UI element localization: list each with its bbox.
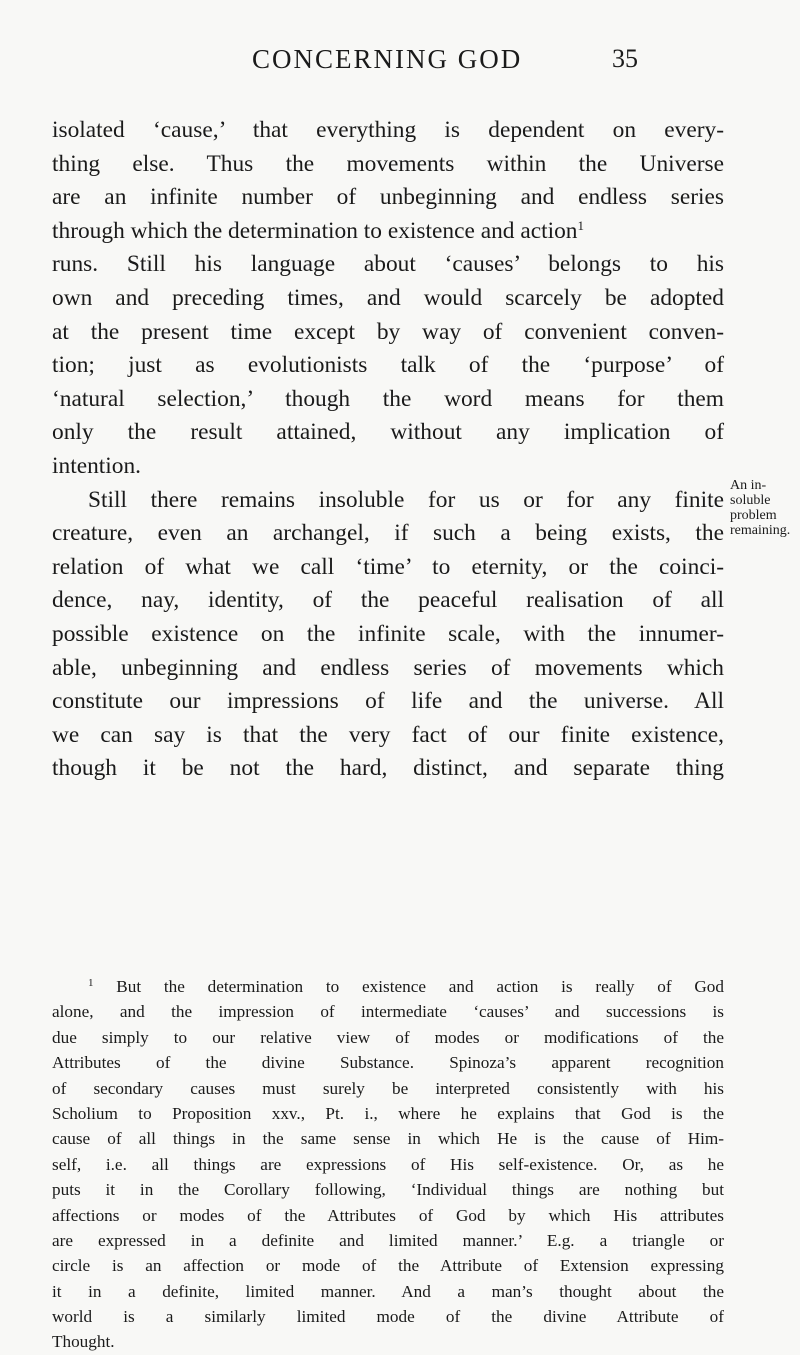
body-line: thing else. Thus the movements within the Universe [52, 150, 724, 177]
margin-note-line: remaining. [730, 523, 791, 538]
body-line: tion; just as evolutionists talk of the ‘purpose’ of [52, 352, 724, 379]
body-text [52, 114, 724, 786]
footnote-line: $^1$ But the determination to existence and action is really of God [88, 977, 724, 996]
body-line: dence, nay, identity, of the peaceful realisation of all [52, 587, 724, 614]
body-line: Still there remains insoluble for us or for any finite [88, 486, 724, 513]
body-line: constitute our impressions of life and the universe. All [52, 688, 724, 715]
footnote [52, 974, 724, 1355]
margin-note-line: An in- [730, 478, 767, 493]
footnote-line: due simply to our relative view of modes or modifications of the [52, 1027, 724, 1047]
footnote-line: cause of all things in the same sense in which He is the cause of Him- [52, 1129, 724, 1149]
footnote-line: alone, and the impression of intermediate ‘causes’ and successions is [52, 1002, 724, 1022]
body-line: possible existence on the infinite scale, with the innumer- [52, 620, 724, 647]
body-line: able, unbeginning and endless series of movements which [52, 654, 724, 681]
body-line: creature, even an archangel, if such a being exists, the [52, 520, 724, 547]
body-line: though it be not the hard, distinct, and separate thing [52, 755, 724, 782]
margin-note [730, 478, 800, 538]
body-line: runs. Still his language about ‘causes’ belongs to his [52, 251, 724, 278]
footnote-line: self, i.e. all things are expressions of His self-existence. Or, as he [52, 1154, 724, 1174]
footnote-line: it in a definite, limited manner. And a man’s thought about the [52, 1281, 724, 1301]
body-line: relation of what we call ‘time’ to eternity, or the coinci- [52, 553, 724, 580]
body-line: intention. [52, 452, 142, 479]
body-line: we can say is that the very fact of our finite existence, [52, 721, 724, 748]
body-line: isolated ‘cause,’ that everything is dependent on every- [52, 117, 724, 143]
body-line: at the present time except by way of convenient conven- [52, 318, 724, 345]
body-line: are an infinite number of unbeginning and endless series [52, 184, 724, 211]
footnote-line: Scholium to Proposition xxv., Pt. i., where he explains that God is the [52, 1103, 724, 1123]
body-line: through which the determination to existence and action$^1$ [52, 217, 584, 244]
footnote-line: puts it in the Corollary following, ‘Individual things are nothing but [52, 1180, 724, 1200]
margin-note-line: problem [730, 508, 777, 523]
footnote-line: world is a similarly limited mode of the divine Attribute of [52, 1307, 724, 1327]
margin-note-line: soluble [730, 493, 771, 508]
footnote-line: Attributes of the divine Substance. Spinoza’s apparent recognition [52, 1053, 724, 1073]
footnote-mark: 1 [88, 977, 94, 989]
page-number: 35 [612, 44, 638, 73]
footnote-line: are expressed in a definite and limited manner.’ E.g. a triangle or [52, 1230, 724, 1250]
running-title: CONCERNING GOD [252, 44, 523, 74]
footnote-line: circle is an affection or mode of the Attribute of Extension expressing [52, 1256, 724, 1276]
footnote-line: affections or modes of the Attributes of God by which His attributes [52, 1205, 724, 1225]
footnote-line: of secondary causes must surely be interpreted consistently with his [52, 1078, 724, 1098]
body-line: ‘natural selection,’ though the word means for them [52, 385, 724, 412]
page-header [0, 44, 800, 84]
body-line: own and preceding times, and would scarcely be adopted [52, 284, 724, 311]
footnote-line: Thought. [52, 1332, 115, 1352]
body-line: only the result attained, without any implication of [52, 419, 724, 446]
footnote-reference[interactable]: 1 [577, 217, 584, 233]
